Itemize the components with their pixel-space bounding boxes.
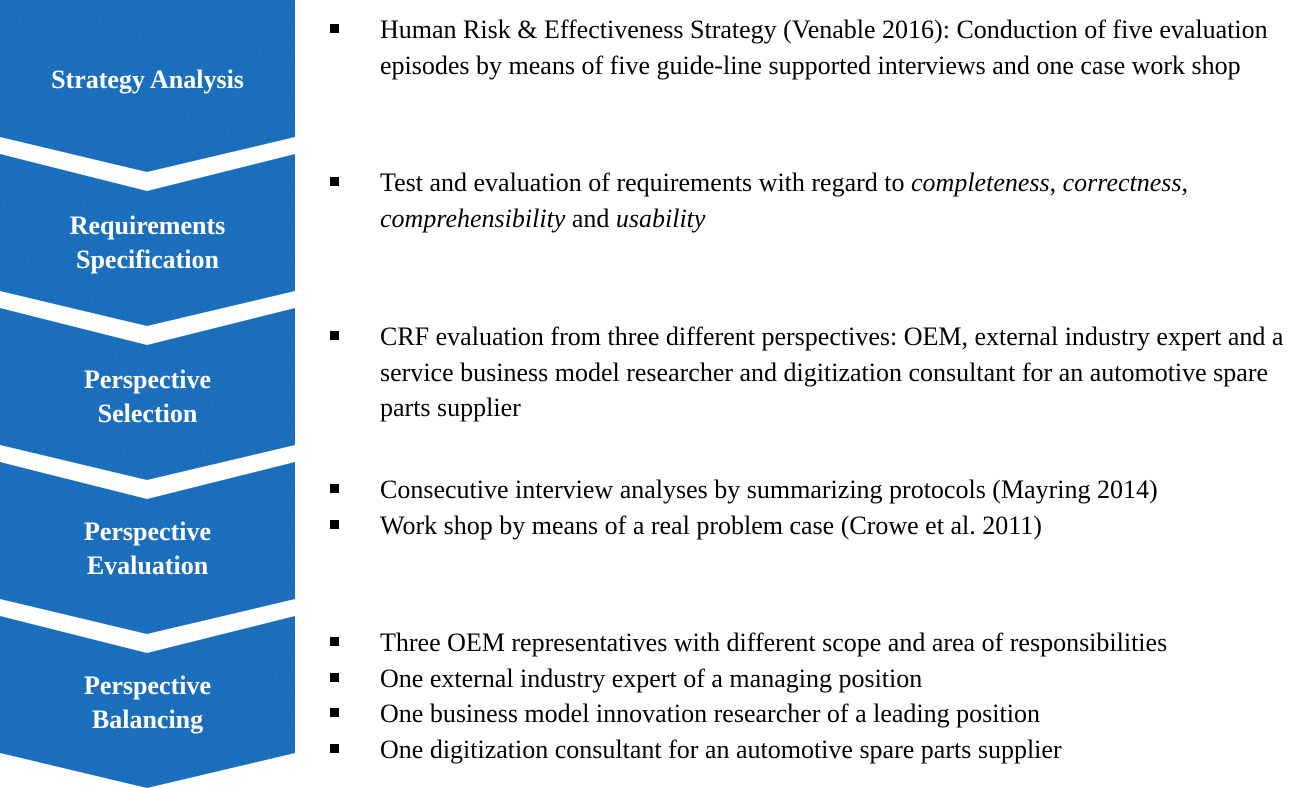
bullet-text: correctness, comprehensibility <box>380 168 1189 233</box>
step-label <box>0 363 295 431</box>
bullet-item <box>330 661 1298 697</box>
square-bullet-icon <box>330 484 339 493</box>
step-description <box>330 12 1298 83</box>
bullet-text: completeness <box>911 168 1050 197</box>
square-bullet-icon <box>330 331 339 340</box>
bullet-item <box>330 732 1298 768</box>
bullet-item <box>330 165 1298 236</box>
bullet-item <box>330 508 1298 544</box>
step-label-line: Evaluation <box>86 551 209 580</box>
step-description <box>330 472 1298 543</box>
step-label <box>0 669 295 737</box>
square-bullet-icon <box>330 708 339 717</box>
step-description <box>330 625 1298 767</box>
square-bullet-icon <box>330 520 339 529</box>
step-label-line: Perspective <box>83 517 212 546</box>
square-bullet-icon <box>330 24 339 33</box>
bullet-text: CRF evaluation from three different perspectives: OEM, external industry expert and a service business model researcher and digitization consultant for an automotive spare parts supplier <box>380 322 1284 422</box>
bullet-text: One business model innovation researcher of a leading position <box>380 699 1040 728</box>
step-description <box>330 319 1298 426</box>
step-label-line: Perspective <box>83 365 212 394</box>
square-bullet-icon <box>330 637 339 646</box>
bullet-text: Consecutive interview analyses by summarizing protocols (Mayring 2014) <box>380 475 1158 504</box>
step-description <box>330 165 1298 236</box>
step-label <box>0 63 295 97</box>
step-label-line: Perspective <box>83 671 212 700</box>
square-bullet-icon <box>330 744 339 753</box>
bullet-text: Human Risk & Effectiveness Strategy (Venable 2016): Conduction of five evaluation episodes by means of five guide-line supported interviews and one case work shop <box>380 15 1268 80</box>
bullet-item <box>330 319 1298 426</box>
square-bullet-icon <box>330 177 339 186</box>
step-label <box>0 209 295 277</box>
bullet-text: , <box>1049 168 1063 197</box>
bullet-text: One digitization consultant for an automotive spare parts supplier <box>380 734 1062 764</box>
bullet-text: Three OEM representatives with different scope and area of responsibilities <box>380 628 1168 657</box>
step-label-line: Balancing <box>91 705 204 734</box>
bullet-item <box>330 472 1298 508</box>
bullet-text: Work shop by means of a real problem case (Crowe et al. 2011) <box>380 510 1042 540</box>
bullet-item <box>330 696 1298 732</box>
square-bullet-icon <box>330 673 339 682</box>
bullet-item <box>330 12 1298 83</box>
step-label-line: Strategy Analysis <box>51 65 244 94</box>
bullet-text: and <box>565 203 616 233</box>
bullet-text: One external industry expert of a managing position <box>380 663 923 693</box>
step-label <box>0 515 295 583</box>
bullet-item <box>330 625 1298 661</box>
step-label-line: Specification <box>76 245 219 274</box>
bullet-text: Test and evaluation of requirements with regard to <box>380 168 912 197</box>
step-label-line: Selection <box>97 399 198 428</box>
step-label-line: Requirements <box>69 211 226 240</box>
bullet-text: usability <box>615 203 706 233</box>
